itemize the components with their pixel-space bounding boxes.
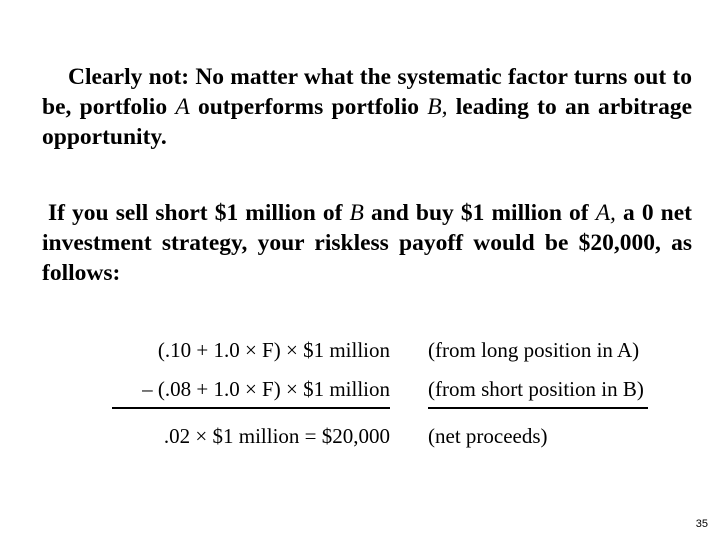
portfolio-b-symbol-2: B bbox=[349, 200, 364, 226]
calc-row1-lhs: (.10 + 1.0 × F) × $1 million bbox=[157, 338, 390, 362]
calc-row1-rhs: (from long position in A) bbox=[428, 338, 640, 362]
calc-row3-lhs: .02 × $1 million = $20,000 bbox=[163, 424, 390, 448]
sum-rule-right bbox=[428, 407, 648, 409]
calc-row3-rhs: (net proceeds) bbox=[428, 424, 548, 448]
paragraph1-text-2: outperforms portfolio bbox=[189, 94, 428, 120]
page-number: 35 bbox=[695, 518, 708, 530]
calc-row2-lhs: – (.08 + 1.0 × F) × $1 million bbox=[142, 377, 390, 401]
portfolio-a-symbol: A bbox=[175, 94, 190, 120]
paragraph2-text-3: a 0 net investment strategy, your riskless payoff would be $20,000, as follows: bbox=[42, 200, 692, 286]
portfolio-a-symbol-2: A, bbox=[595, 200, 616, 226]
paragraph2-text-2: and buy $1 million of bbox=[363, 200, 596, 226]
sum-rule-left bbox=[112, 407, 390, 409]
portfolio-b-symbol: B, bbox=[427, 94, 448, 120]
paragraph2-text-1: If you sell short $1 million of bbox=[48, 200, 350, 226]
paragraph1-text-3: leading to an arbitrage opportunity. bbox=[42, 94, 692, 150]
calc-row2-rhs: (from short position in B) bbox=[428, 377, 644, 401]
paragraph1-text-1: Clearly not: No matter what the systematic factor turns out to be, portfolio bbox=[42, 64, 692, 120]
